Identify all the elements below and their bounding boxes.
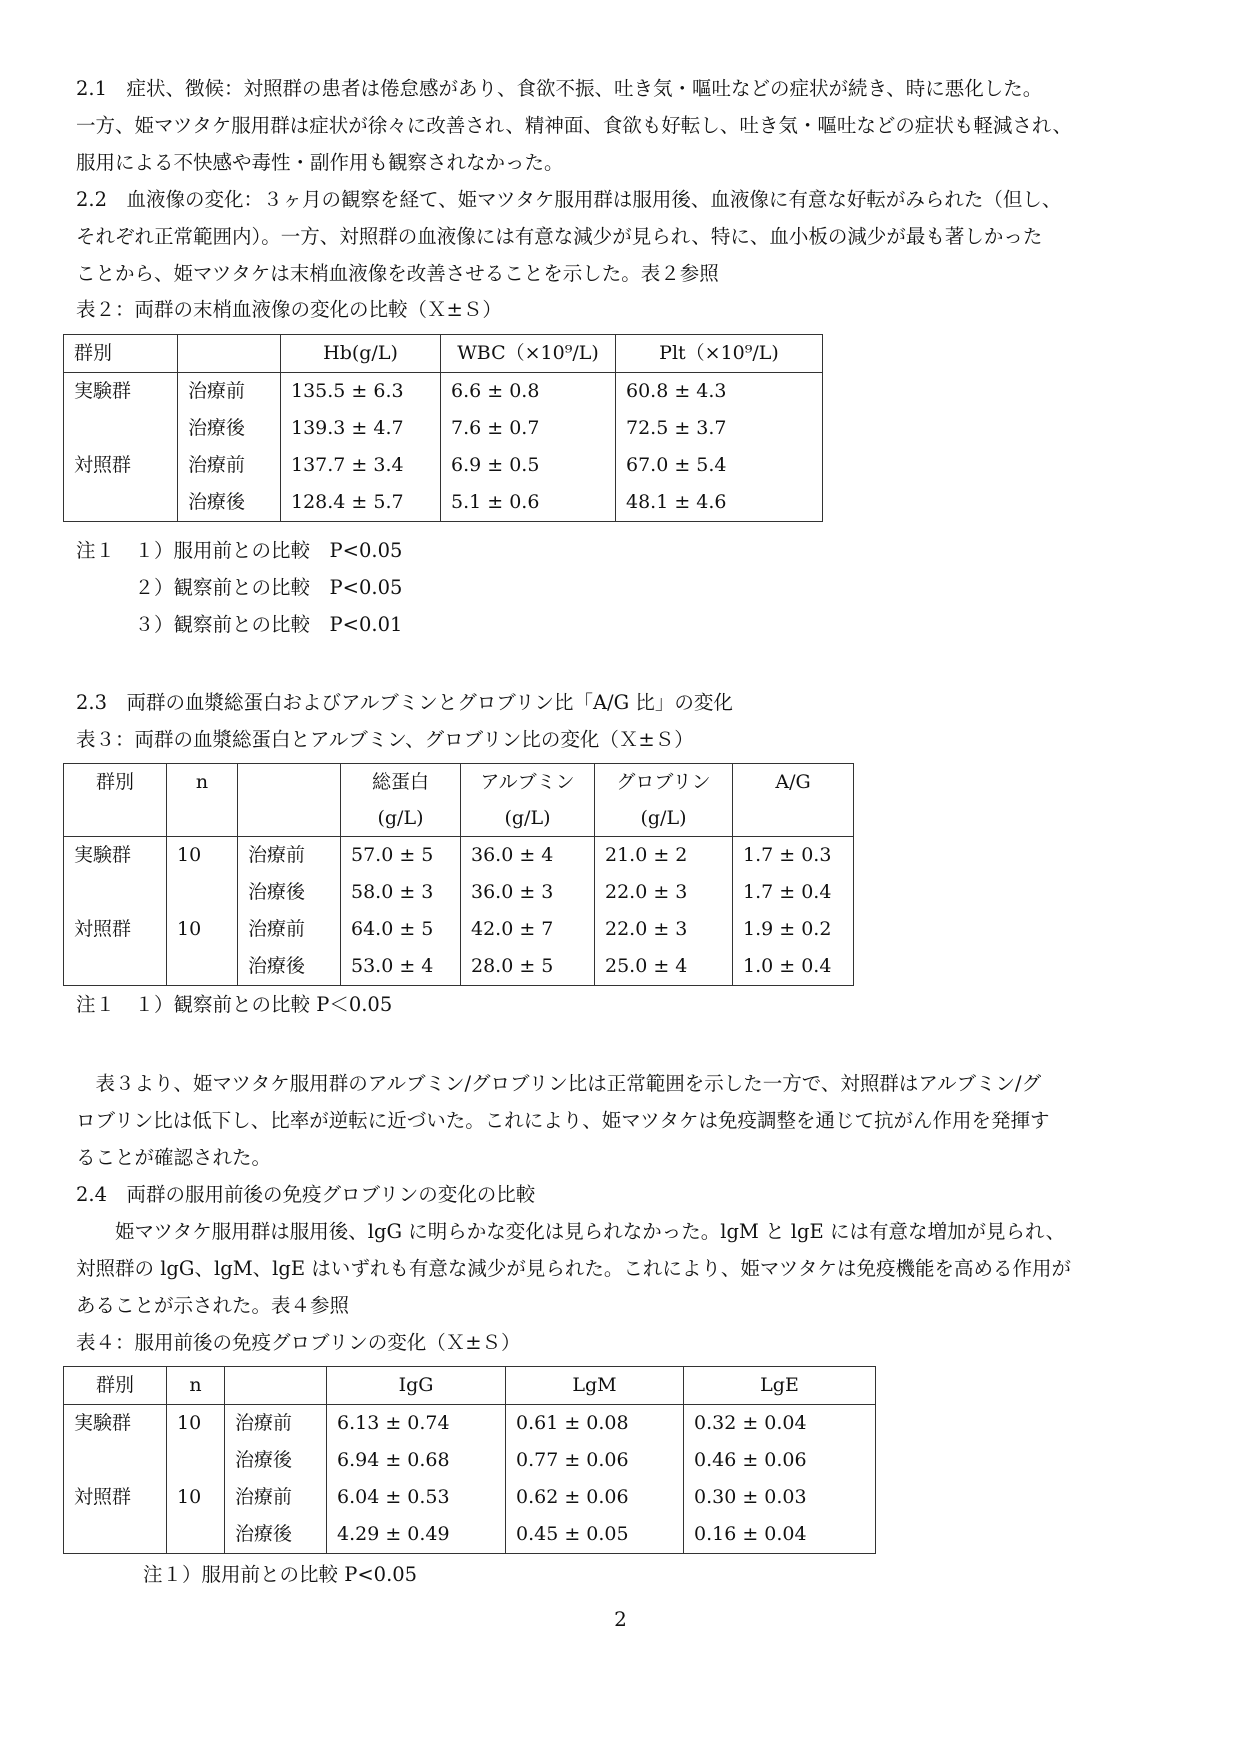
table2-cell: 60.8 ± 4.3 <box>616 373 823 411</box>
table2-cell: 48.1 ± 4.6 <box>616 484 823 522</box>
table3-cell <box>167 948 238 986</box>
table-row <box>64 1405 876 1443</box>
table-row <box>64 911 854 948</box>
table4-header-cell: LgM <box>506 1367 684 1405</box>
paragraph-after-table3-line: ロブリン比は低下し、比率が逆転に近づいた。これにより、姫マツタケは免疫調整を通じて抗がん作用を発揮す <box>76 1109 1050 1132</box>
table2-cell: 128.4 ± 5.7 <box>281 484 441 522</box>
table3-cell: 36.0 ± 4 <box>461 837 595 875</box>
table4-header-cell: n <box>167 1367 225 1405</box>
table3-unit-cell: (g/L) <box>461 800 595 837</box>
table-row <box>64 837 854 875</box>
table2-cell <box>64 484 178 522</box>
table3-cell: 22.0 ± 3 <box>595 874 733 911</box>
table3-cell: 42.0 ± 7 <box>461 911 595 948</box>
table3-header-row <box>64 764 854 801</box>
paragraph-after-table3-line: 表３より、姫マツタケ服用群のアルブミン/グロブリン比は正常範囲を示した一方で、対照群はアルブミン/グ <box>76 1072 1042 1095</box>
table3-cell: 治療後 <box>238 874 341 911</box>
table2-header-row <box>64 335 823 373</box>
table3-note: 注１ １）観察前との比較 P＜0.05 <box>76 993 393 1016</box>
table3-header-cell: 群別 <box>64 764 167 801</box>
table2-cell: 135.5 ± 6.3 <box>281 373 441 411</box>
table4-cell: 対照群 <box>64 1479 167 1516</box>
table4-cell <box>64 1516 167 1554</box>
table3-unit-row <box>64 800 854 837</box>
table-row <box>64 447 823 484</box>
table3-header-cell: グロブリン <box>595 764 733 801</box>
table2-header-cell: Plt（×10⁹/L) <box>616 335 823 373</box>
table4-cell: 0.30 ± 0.03 <box>684 1479 876 1516</box>
paragraph-2-1-line: 一方、姫マツタケ服用群は症状が徐々に改善され、精神面、食欲も好転し、吐き気・嘔吐などの症状も軽減され、 <box>76 114 1073 137</box>
table3-caption: 表３：両群の血漿総蛋白とアルブミン、グロブリン比の変化（Ｘ±Ｓ） <box>76 728 694 751</box>
table3-unit-cell <box>733 800 854 837</box>
table3-header-cell: n <box>167 764 238 801</box>
table2-cell: 5.1 ± 0.6 <box>441 484 616 522</box>
table4-cell: 0.16 ± 0.04 <box>684 1516 876 1554</box>
table3-unit-cell <box>238 800 341 837</box>
table3-cell: 58.0 ± 3 <box>341 874 461 911</box>
table2-header-cell: 群別 <box>64 335 178 373</box>
table2-cell: 72.5 ± 3.7 <box>616 410 823 447</box>
table3-header-cell: 総蛋白 <box>341 764 461 801</box>
table4-cell: 0.32 ± 0.04 <box>684 1405 876 1443</box>
table4-cell <box>64 1442 167 1479</box>
table2-header-cell <box>178 335 281 373</box>
table3-cell: 53.0 ± 4 <box>341 948 461 986</box>
table2-note: ３）観察前との比較 P<0.01 <box>76 613 403 636</box>
table3-cell <box>167 874 238 911</box>
table4-cell: 4.29 ± 0.49 <box>327 1516 506 1554</box>
table4-cell <box>167 1442 225 1479</box>
table3-cell: 1.7 ± 0.4 <box>733 874 854 911</box>
table4-header-cell: LgE <box>684 1367 876 1405</box>
table2-cell: 139.3 ± 4.7 <box>281 410 441 447</box>
table3-cell: 21.0 ± 2 <box>595 837 733 875</box>
paragraph-2-4-line: あることが示された。表４参照 <box>76 1294 350 1317</box>
table4-cell: 治療前 <box>225 1405 327 1443</box>
table3-cell: 1.7 ± 0.3 <box>733 837 854 875</box>
paragraph-after-table3-line: ることが確認された。 <box>76 1146 272 1169</box>
paragraph-2-1-line: 2.1 症状、徴候：対照群の患者は倦怠感があり、食欲不振、吐き気・嘔吐などの症状が続き、時に悪化した。 <box>76 77 1043 100</box>
table3-header-cell: A/G <box>733 764 854 801</box>
table2-caption: 表２：両群の末梢血液像の変化の比較（Ｘ±Ｓ） <box>76 298 502 321</box>
table2-cell: 7.6 ± 0.7 <box>441 410 616 447</box>
table3 <box>63 763 854 986</box>
table3-header-cell: アルブミン <box>461 764 595 801</box>
table3-cell: 28.0 ± 5 <box>461 948 595 986</box>
table-row <box>64 874 854 911</box>
table3-cell: 実験群 <box>64 837 167 875</box>
table2-cell: 治療前 <box>178 373 281 411</box>
table4-cell: 6.04 ± 0.53 <box>327 1479 506 1516</box>
paragraph-2-4-line: 姫マツタケ服用群は服用後、lgG に明らかな変化は見られなかった。lgM と lgE には有意な増加が見られ、 <box>76 1220 1066 1243</box>
table3-cell <box>64 874 167 911</box>
table4-header-cell: 群別 <box>64 1367 167 1405</box>
paragraph-2-4-line: 対照群の lgG、lgM、lgE はいずれも有意な減少が見られた。これにより、姫マツタケは免疫機能を高める作用が <box>76 1257 1072 1280</box>
table2-cell: 137.7 ± 3.4 <box>281 447 441 484</box>
table3-cell: 36.0 ± 3 <box>461 874 595 911</box>
paragraph-2-2-line: 2.2 血液像の変化：３ヶ月の観察を経て、姫マツタケ服用群は服用後、血液像に有意な好転がみられた（但し、 <box>76 188 1062 211</box>
table2 <box>63 334 823 522</box>
paragraph-2-2-line: それぞれ正常範囲内）。一方、対照群の血液像には有意な減少が見られ、特に、血小板の減少が最も著しかった <box>76 225 1043 248</box>
table4-cell <box>167 1516 225 1554</box>
table3-unit-cell <box>167 800 238 837</box>
table2-note: 注１ １）服用前との比較 P<0.05 <box>76 539 403 562</box>
table3-unit-cell: (g/L) <box>595 800 733 837</box>
page-number: 2 <box>614 1607 627 1631</box>
table3-cell: 22.0 ± 3 <box>595 911 733 948</box>
table3-cell: 治療前 <box>238 911 341 948</box>
table-row <box>64 1442 876 1479</box>
table2-header-cell: WBC（×10⁹/L) <box>441 335 616 373</box>
table4-cell: 治療前 <box>225 1479 327 1516</box>
table-row <box>64 1479 876 1516</box>
table4-cell: 0.77 ± 0.06 <box>506 1442 684 1479</box>
paragraph-2-2-line: ことから、姫マツタケは末梢血液像を改善させることを示した。表２参照 <box>76 262 719 285</box>
table3-cell: 10 <box>167 911 238 948</box>
table4-cell: 10 <box>167 1479 225 1516</box>
table2-cell: 67.0 ± 5.4 <box>616 447 823 484</box>
table2-cell <box>64 410 178 447</box>
table4-cell: 0.46 ± 0.06 <box>684 1442 876 1479</box>
table3-cell: 治療前 <box>238 837 341 875</box>
table3-cell: 対照群 <box>64 911 167 948</box>
table2-cell: 6.9 ± 0.5 <box>441 447 616 484</box>
table3-cell: 10 <box>167 837 238 875</box>
table-row <box>64 373 823 411</box>
table3-cell: 64.0 ± 5 <box>341 911 461 948</box>
table2-cell: 治療後 <box>178 484 281 522</box>
table3-cell: 治療後 <box>238 948 341 986</box>
table2-note: ２）観察前との比較 P<0.05 <box>76 576 403 599</box>
table2-cell: 6.6 ± 0.8 <box>441 373 616 411</box>
table2-cell: 治療後 <box>178 410 281 447</box>
table4-caption: 表４：服用前後の免疫グロブリンの変化（Ｘ±Ｓ） <box>76 1331 521 1354</box>
table3-cell: 1.9 ± 0.2 <box>733 911 854 948</box>
table4-cell: 6.13 ± 0.74 <box>327 1405 506 1443</box>
table-row <box>64 410 823 447</box>
paragraph-2-1-line: 服用による不快感や毒性・副作用も観察されなかった。 <box>76 151 564 174</box>
table4-cell: 0.45 ± 0.05 <box>506 1516 684 1554</box>
table4-header-cell: IgG <box>327 1367 506 1405</box>
table2-cell: 治療前 <box>178 447 281 484</box>
table4 <box>63 1366 876 1554</box>
section-2-4-title: 2.4 両群の服用前後の免疫グロブリンの変化の比較 <box>76 1183 536 1206</box>
table4-cell: 0.62 ± 0.06 <box>506 1479 684 1516</box>
table3-cell: 25.0 ± 4 <box>595 948 733 986</box>
table4-cell: 治療後 <box>225 1516 327 1554</box>
table4-header-cell <box>225 1367 327 1405</box>
section-2-3-title: 2.3 両群の血漿総蛋白およびアルブミンとグロブリン比「A/G 比」の変化 <box>76 691 733 714</box>
table3-header-cell <box>238 764 341 801</box>
table-row <box>64 484 823 522</box>
table4-header-row <box>64 1367 876 1405</box>
table4-cell: 実験群 <box>64 1405 167 1443</box>
table2-cell: 実験群 <box>64 373 178 411</box>
table4-note: 注１）服用前との比較 P<0.05 <box>143 1563 418 1586</box>
table4-cell: 0.61 ± 0.08 <box>506 1405 684 1443</box>
table3-unit-cell <box>64 800 167 837</box>
table-row <box>64 1516 876 1554</box>
table3-unit-cell: (g/L) <box>341 800 461 837</box>
table3-cell: 1.0 ± 0.4 <box>733 948 854 986</box>
table2-header-cell: Hb(g/L) <box>281 335 441 373</box>
table4-cell: 6.94 ± 0.68 <box>327 1442 506 1479</box>
table3-cell: 57.0 ± 5 <box>341 837 461 875</box>
table3-cell <box>64 948 167 986</box>
table2-cell: 対照群 <box>64 447 178 484</box>
table-row <box>64 948 854 986</box>
table4-cell: 治療後 <box>225 1442 327 1479</box>
table4-cell: 10 <box>167 1405 225 1443</box>
